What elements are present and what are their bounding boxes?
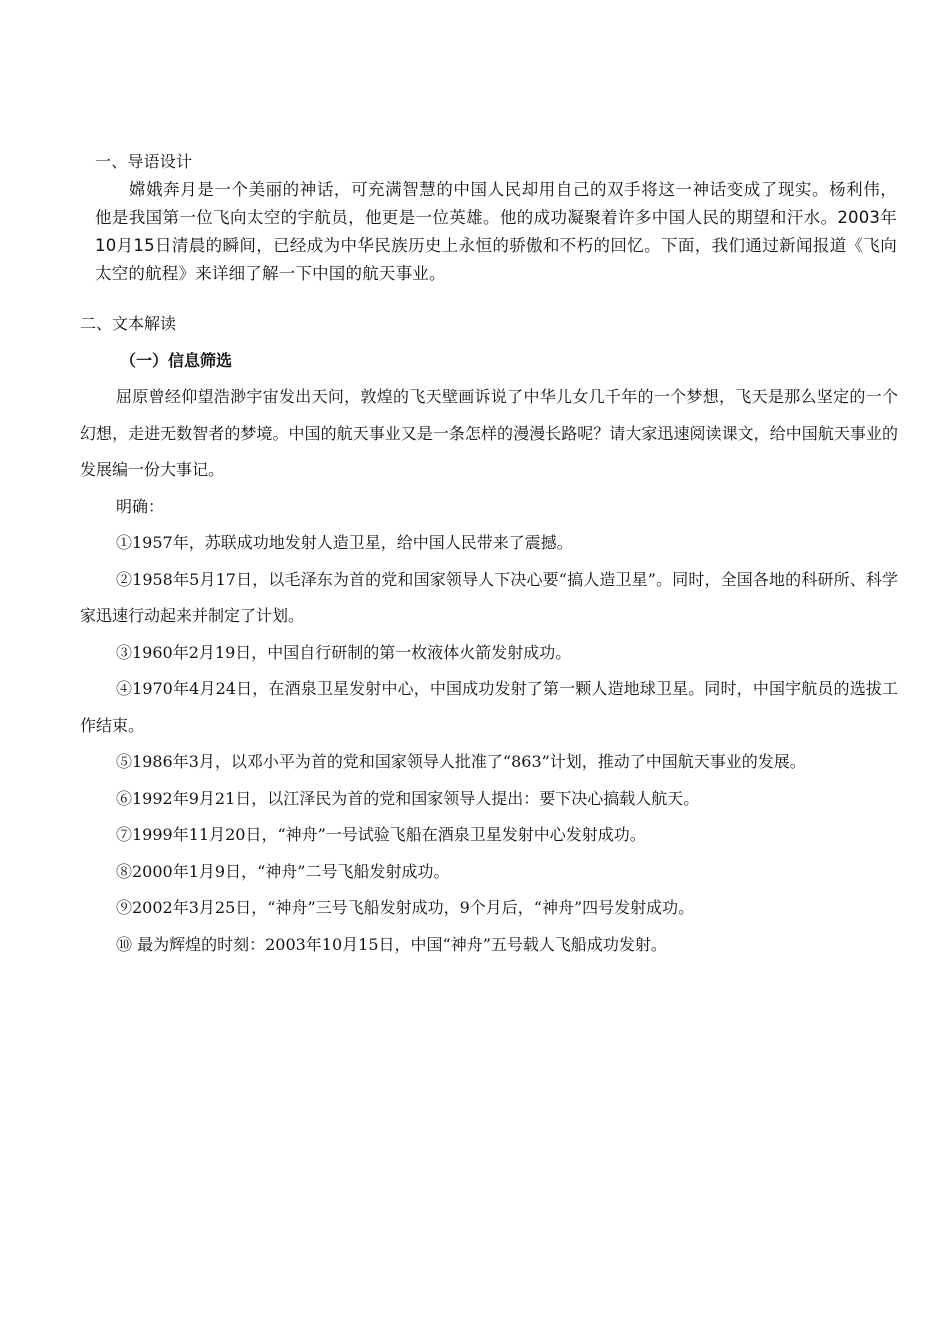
lead-in-paragraph: 嫦娥奔月是一个美丽的神话，可充满智慧的中国人民却用自己的双手将这一神话变成了现实。杨利伟，他是我国第一位飞向太空的宇航员，他更是一位英雄。他的成功凝聚着许多中国人民的期望和汗水。2003年10月15日清晨的瞬间，已经成为中华民族历史上永恒的骄傲和不朽的回忆。下面，我们通过新闻报道《飞向太空的航程》来详细了解一下中国的航天事业。 — [95, 180, 897, 283]
timeline-item: ②1958年5月17日，以毛泽东为首的党和国家领导人下决心要“搞人造卫星”。同时，全国各地的科研所、科学家迅速行动起来并制定了计划。 — [80, 569, 898, 625]
section-heading-lead-in: 一、导语设计 — [95, 152, 193, 171]
timeline-item: ⑨2002年3月25日，“神舟”三号飞船发射成功，9个月后，“神舟”四号发射成功。 — [116, 898, 695, 917]
timeline-item: ①1957年，苏联成功地发射人造卫星，给中国人民带来了震撼。 — [116, 533, 573, 552]
timeline-item: ⑦1999年11月20日，“神舟”一号试验飞船在酒泉卫星发射中心发射成功。 — [116, 825, 646, 844]
timeline-item: ④1970年4月24日，在酒泉卫星发射中心，中国成功发射了第一颗人造地球卫星。同时，中国宇航员的选拔工作结束。 — [80, 679, 898, 735]
timeline-item: ⑤1986年3月，以邓小平为首的党和国家领导人批准了“863”计划，推动了中国航天事业的发展。 — [116, 752, 806, 771]
timeline-item: ⑥1992年9月21日，以江泽民为首的党和国家领导人提出：要下决心搞载人航天。 — [116, 788, 700, 808]
subheading-info-screening: （一）信息筛选 — [120, 350, 233, 370]
intro-paragraph: 屈原曾经仰望浩渺宇宙发出天问，敦煌的飞天壁画诉说了中华儿女几千年的一个梦想，飞天是那么坚定的一个幻想，走进无数智者的梦境。中国的航天事业又是一条怎样的漫漫长路呢？请大家迅速阅读课文，给中国航天事业的发展编一份大事记。 — [80, 387, 898, 479]
section-lead-in — [95, 148, 897, 288]
timeline-item: ⑧2000年1月9日，“神舟”二号飞船发射成功。 — [116, 861, 450, 881]
timeline-item: ③1960年2月19日，中国自行研制的第一枚液体火箭发射成功。 — [116, 642, 572, 662]
clarify-label: 明确： — [116, 496, 165, 516]
timeline-item: ⑩ 最为辉煌的时刻：2003年10月15日，中国“神舟”五号载人飞船成功发射。 — [116, 934, 667, 954]
section-text-reading — [80, 306, 898, 963]
section-heading-text-reading: 二、文本解读 — [80, 314, 177, 333]
